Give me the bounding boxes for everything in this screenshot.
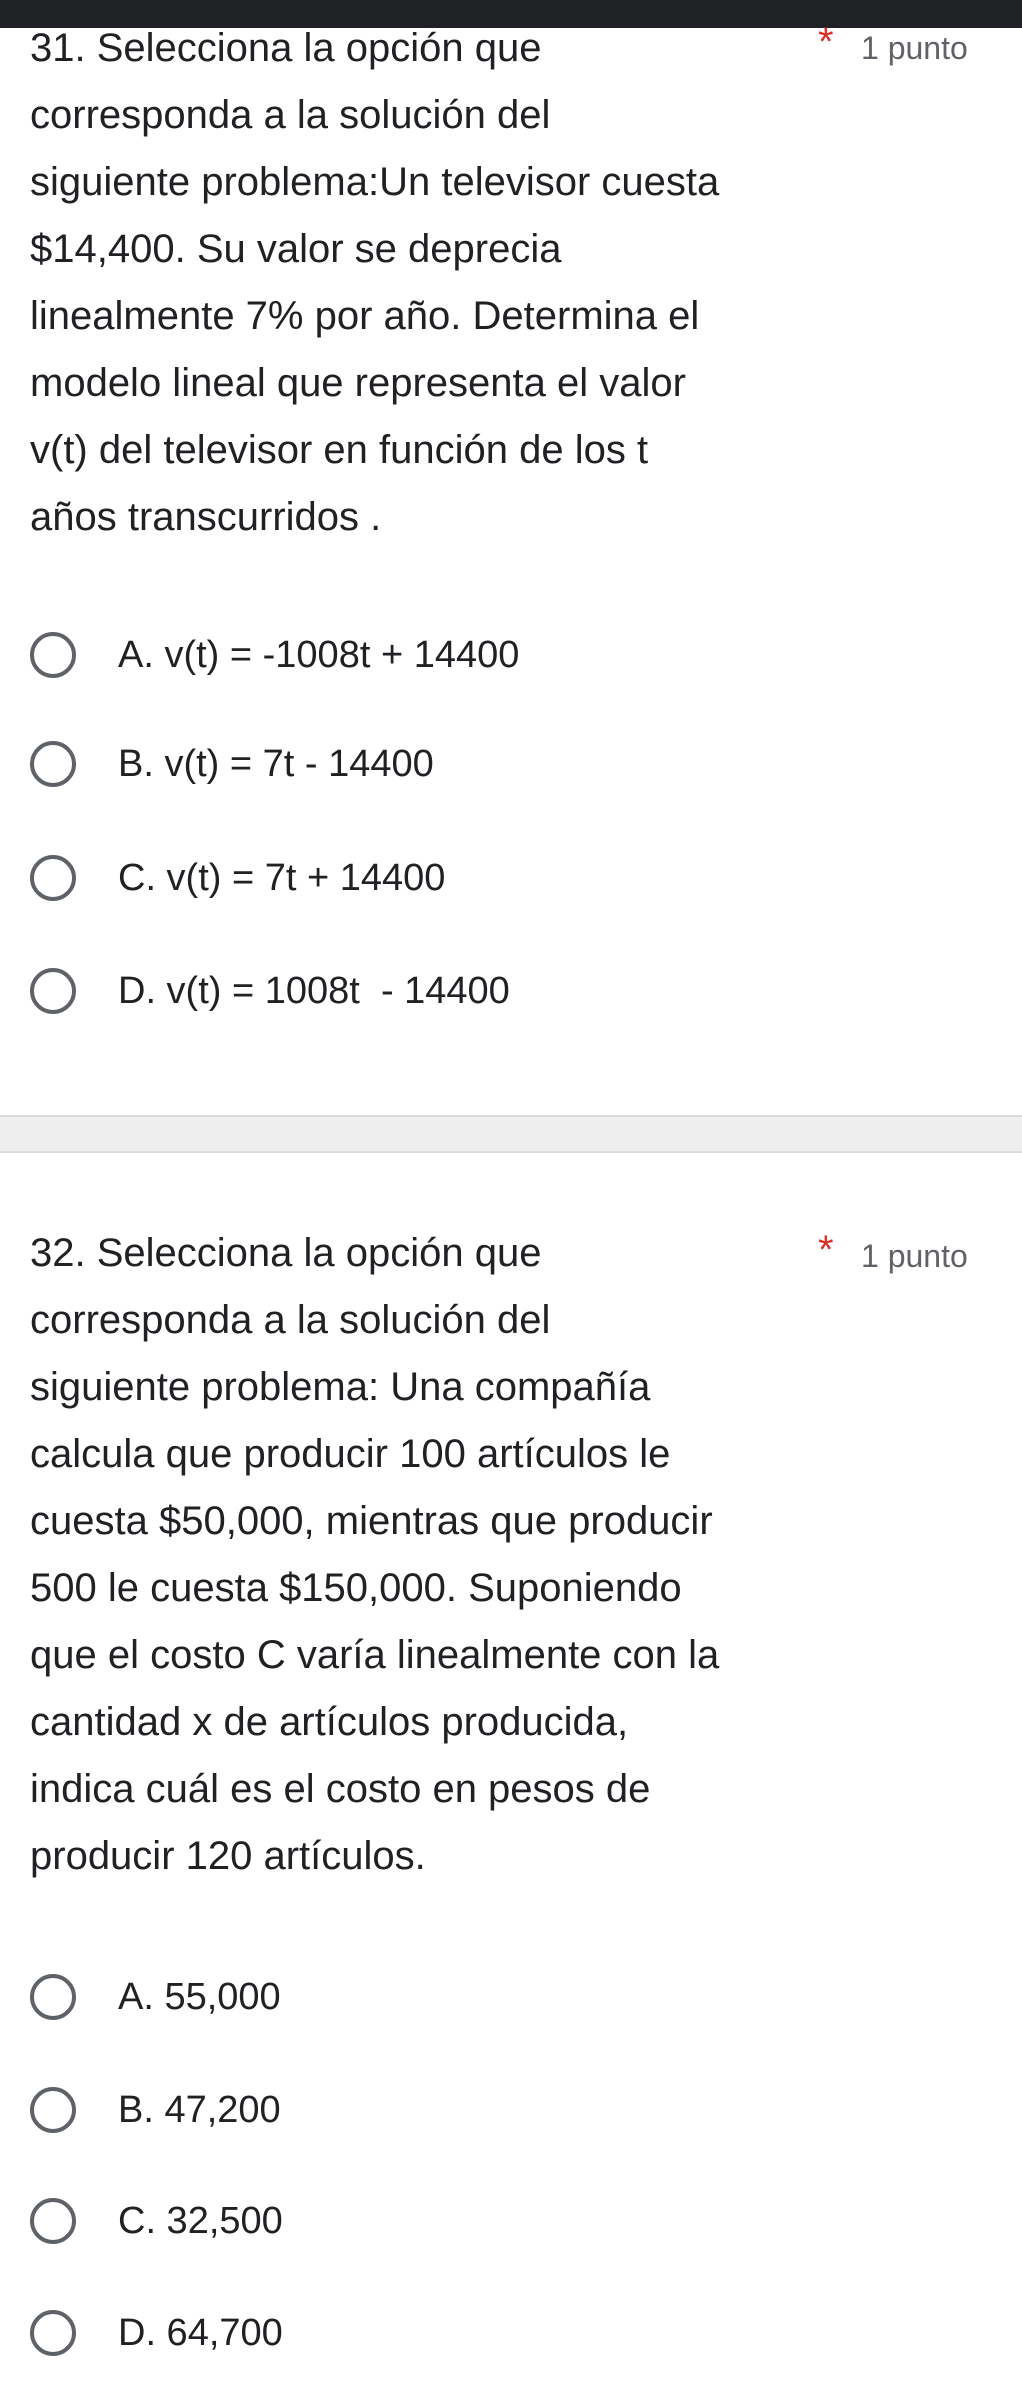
- section-divider: [0, 1115, 1022, 1153]
- option-label: A. v(t) = -1008t + 14400: [118, 633, 520, 676]
- option-label: C. 32,500: [118, 2199, 283, 2242]
- question-32-option-a[interactable]: [30, 1962, 930, 2032]
- option-label: B. 47,200: [118, 2088, 281, 2131]
- question-32-option-b[interactable]: [30, 2075, 930, 2145]
- radio-unchecked-icon[interactable]: [30, 2087, 76, 2133]
- radio-unchecked-icon[interactable]: [30, 968, 76, 1014]
- option-label: A. 55,000: [118, 1975, 281, 2018]
- question-32-option-c[interactable]: [30, 2186, 930, 2256]
- radio-unchecked-icon[interactable]: [30, 1974, 76, 2020]
- required-asterisk: *: [818, 1228, 834, 1272]
- radio-unchecked-icon[interactable]: [30, 2198, 76, 2244]
- question-31-title: 31. Selecciona la opción que corresponda a la solución del siguiente problema:Un televisor cuesta $14,400. Su valor se deprecia linealmente 7% por año. Determina el modelo lineal que representa el valor v(t) del televisor en función de los t años transcurridos .: [30, 26, 720, 539]
- radio-unchecked-icon[interactable]: [30, 855, 76, 901]
- radio-unchecked-icon[interactable]: [30, 632, 76, 678]
- required-asterisk: *: [818, 20, 834, 64]
- option-label: D. 64,700: [118, 2311, 283, 2354]
- question-32-option-d[interactable]: [30, 2298, 930, 2368]
- option-label: B. v(t) = 7t - 14400: [118, 742, 434, 785]
- question-31-option-a[interactable]: [30, 620, 930, 690]
- question-31-option-b[interactable]: [30, 729, 930, 799]
- option-label: D. v(t) = 1008t - 14400: [118, 969, 510, 1012]
- question-32-title: 32. Selecciona la opción que corresponda a la solución del siguiente problema: Una compañía calcula que producir 100 artículos le cuesta $50,000, mientras que producir 500 le cuesta $150,000. Suponiendo que el costo C varía linealmente con la cantidad x de artículos producida, indica cuál es el costo en pesos de producir 120 artículos.: [30, 1231, 720, 1878]
- question-31-points: 1 punto: [861, 30, 968, 66]
- radio-unchecked-icon[interactable]: [30, 741, 76, 787]
- question-31-option-c[interactable]: [30, 843, 930, 913]
- radio-unchecked-icon[interactable]: [30, 2310, 76, 2356]
- option-label: C. v(t) = 7t + 14400: [118, 856, 446, 899]
- question-32-points: 1 punto: [861, 1238, 968, 1274]
- question-31-option-d[interactable]: [30, 956, 930, 1026]
